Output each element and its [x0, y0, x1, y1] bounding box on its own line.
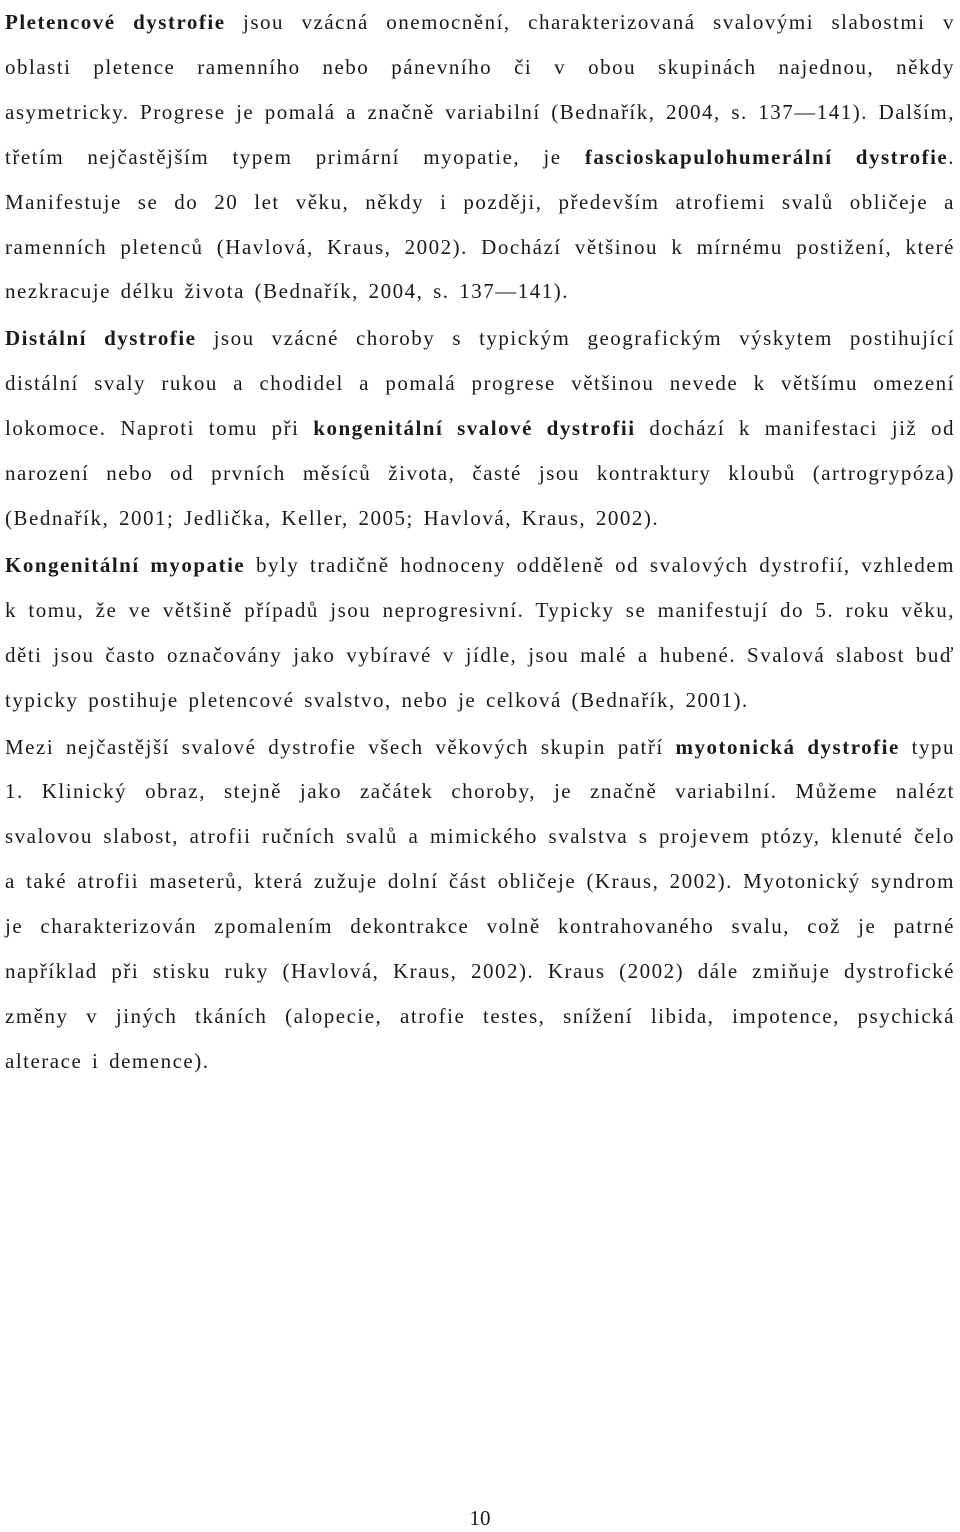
term-kongenitalni-myopatie: Kongenitální myopatie — [5, 552, 246, 577]
text-span: . Manifestuje se do 20 let věku, někdy i později, především atrofiemi svalů obličeje a ramenních pletenců (Havlová, Kraus, 2002). Dochází většinou k mírnému postižení, které nezkracuje délku života (Bednařík, 2004, s. 137—141). — [5, 144, 955, 304]
text-span: jsou vzácné choroby s typickým geografickým výskytem postihující distální svaly rukou a chodidel a pomalá progrese většinou nevede k většímu omezení lokomoce. Naproti tomu při — [5, 326, 956, 441]
text-span: byly tradičně hodnoceny odděleně od svalových dystrofií, vzhledem k tomu, že ve většině případů jsou neprogresivní. Typicky se manifestují do 5. roku věku, děti jsou často označovány jako vybíravé v jídle, jsou malé a hubené. Svalová slabost buď typicky postihuje pletencové svalstvo, nebo je celková (Bednařík, 2001). — [5, 552, 956, 712]
paragraph-distalni — [5, 316, 955, 541]
term-myotonicka-dystrofie: myotonická dystrofie — [675, 734, 900, 759]
text-span: dochází k manifestaci již od narození nebo od prvních měsíců života, časté jsou kontraktury kloubů (artrogrypóza) (Bednařík, 2001; Jedlička, Keller, 2005; Havlová, Kraus, 2002). — [5, 416, 955, 530]
term-kongenitalni-svalova-dystrofie: kongenitální svalové dystrofii — [313, 416, 636, 441]
document-page — [5, 0, 955, 1086]
text-span: Mezi nejčastější svalové dystrofie všech věkových skupin patří — [5, 734, 676, 759]
term-distalni-dystrofie: Distální dystrofie — [5, 326, 197, 351]
page-number: 10 — [469, 1506, 491, 1530]
term-pletencove-dystrofie: Pletencové dystrofie — [5, 10, 226, 34]
text-span: jsou vzácná onemocnění, charakterizovaná svalovými slabostmi v oblasti pletence ramenního nebo pánevního či v obou skupinách najednou, někdy asymetricky. Progrese je pomalá a značně variabilní (Bednařík, 2004, s. 137—141). Dalším, třetím nejčastějším typem primární myopatie, je — [5, 10, 955, 169]
text-span: typu 1. Klinický obraz, stejně jako začátek choroby, je značně variabilní. Můžeme nalézt svalovou slabost, atrofii ručních svalů a mimického svalstva s projevem ptózy, klenuté čelo a také atrofii maseterů, která zužuje dolní část obličeje (Kraus, 2002). Myotonický syndrom je charakterizován zpomalením dekontrakce volně kontrahovaného svalu, což je patrné například při stisku ruky (Havlová, Kraus, 2002). Kraus (2002) dále zmiňuje dystrofické změny v jiných tkáních (alopecie, atrofie testes, snížení libida, impotence, psychická alterace i demence). — [5, 734, 955, 1073]
term-fascioskapulohumeralni-dystrofie: fascioskapulohumerální dystrofie — [584, 144, 949, 169]
paragraph-pletencove — [5, 0, 955, 314]
paragraph-kongenitalni-myopatie — [5, 543, 955, 723]
paragraph-myotonicka — [5, 725, 955, 1084]
